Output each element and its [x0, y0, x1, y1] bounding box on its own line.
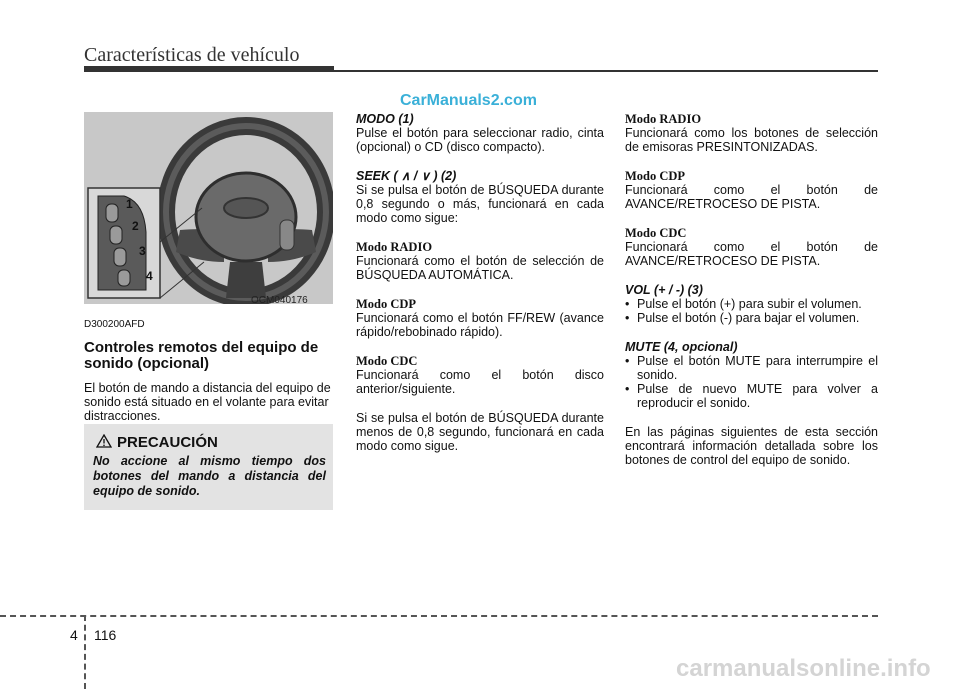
list-item	[625, 382, 878, 410]
page-header-title: Características de vehículo	[84, 44, 300, 66]
radio-heading-2: Modo RADIO	[625, 112, 702, 126]
cdc-text-2: Funcionará como el botón de AVANCE/RETROCESO DE PISTA.	[625, 240, 878, 268]
radio-text: Funcionará como el botón de selección de BÚSQUEDA AUTOMÁTICA.	[356, 254, 604, 282]
callout-3: 3	[139, 244, 146, 258]
bullet-icon: •	[625, 311, 630, 325]
steering-wheel-illustration	[84, 112, 333, 304]
warning-icon	[96, 434, 112, 448]
list-item	[625, 354, 878, 382]
modo-text: Pulse el botón para seleccionar radio, cinta (opcional) o CD (disco compacto).	[356, 126, 604, 154]
section-heading: Controles remotos del equipo de sonido (opcional)	[84, 339, 319, 372]
radio-heading: Modo RADIO	[356, 240, 433, 254]
callout-4: 4	[146, 269, 153, 283]
cdp-heading-2: Modo CDP	[625, 169, 686, 183]
watermark: CarManuals2.com	[400, 92, 537, 109]
page-number: 116	[94, 627, 117, 643]
vol-up-text: Pulse el botón (+) para subir el volumen.	[637, 297, 862, 311]
bullet-icon: •	[625, 297, 630, 311]
mute-heading: MUTE (4, opcional)	[625, 340, 738, 354]
vol-down-text: Pulse el botón (-) para bajar el volumen.	[637, 311, 860, 325]
cdc-heading: Modo CDC	[356, 354, 418, 368]
column-3	[625, 112, 878, 467]
header-bar	[84, 66, 334, 72]
mute-text-2: Pulse de nuevo MUTE para volver a reproducir el sonido.	[637, 382, 878, 410]
radio-text-2: Funcionará como los botones de selección de emisoras PRESINTONIZADAS.	[625, 126, 878, 154]
list-item	[625, 311, 878, 325]
section-code: D300200AFD	[84, 319, 145, 330]
caution-box	[84, 424, 333, 510]
caution-text: No accione al mismo tiempo dos botones del mando a distancia del equipo de sonido.	[93, 454, 326, 498]
bullet-icon: •	[625, 354, 630, 368]
figure-code: OCM040176	[251, 295, 308, 306]
cdp-heading: Modo CDP	[356, 297, 417, 311]
caution-title: PRECAUCIÓN	[117, 434, 218, 451]
callout-1: 1	[126, 197, 133, 211]
bullet-icon: •	[625, 382, 630, 396]
section-body: El botón de mando a distancia del equipo de sonido está situado en el volante para evitar distracciones.	[84, 381, 331, 423]
column-1	[84, 318, 334, 423]
cdp-text-2: Funcionará como el botón de AVANCE/RETROCESO DE PISTA.	[625, 183, 878, 211]
short-press-text: Si se pulsa el botón de BÚSQUEDA durante menos de 0,8 segundo, funcionará en cada modo como sigue.	[356, 411, 604, 453]
column-2	[356, 112, 604, 453]
vol-heading: VOL (+ / -) (3)	[625, 283, 703, 297]
header-rule	[334, 70, 878, 72]
footer-watermark: carmanualsonline.info	[676, 655, 931, 682]
mute-text-1: Pulse el botón MUTE para interrumpire el sonido.	[637, 354, 878, 382]
cdc-text: Funcionará como el botón disco anterior/siguiente.	[356, 368, 604, 396]
steering-wheel-figure	[84, 112, 333, 304]
chapter-number: 4	[70, 627, 78, 643]
seek-text: Si se pulsa el botón de BÚSQUEDA durante 0,8 segundo o más, funcionará en cada modo como sigue:	[356, 183, 604, 225]
callout-2: 2	[132, 219, 139, 233]
list-item	[625, 297, 878, 311]
footer-rule	[0, 615, 878, 617]
closing-text: En las páginas siguientes de esta sección encontrará información detallada sobre los botones de control del equipo de sonido.	[625, 425, 878, 467]
cdp-text: Funcionará como el botón FF/REW (avance rápido/rebobinado rápido).	[356, 311, 604, 339]
modo-heading: MODO (1)	[356, 112, 414, 126]
footer-divider	[84, 615, 86, 689]
cdc-heading-2: Modo CDC	[625, 226, 687, 240]
seek-heading: SEEK ( ∧ / ∨ ) (2)	[356, 169, 457, 183]
